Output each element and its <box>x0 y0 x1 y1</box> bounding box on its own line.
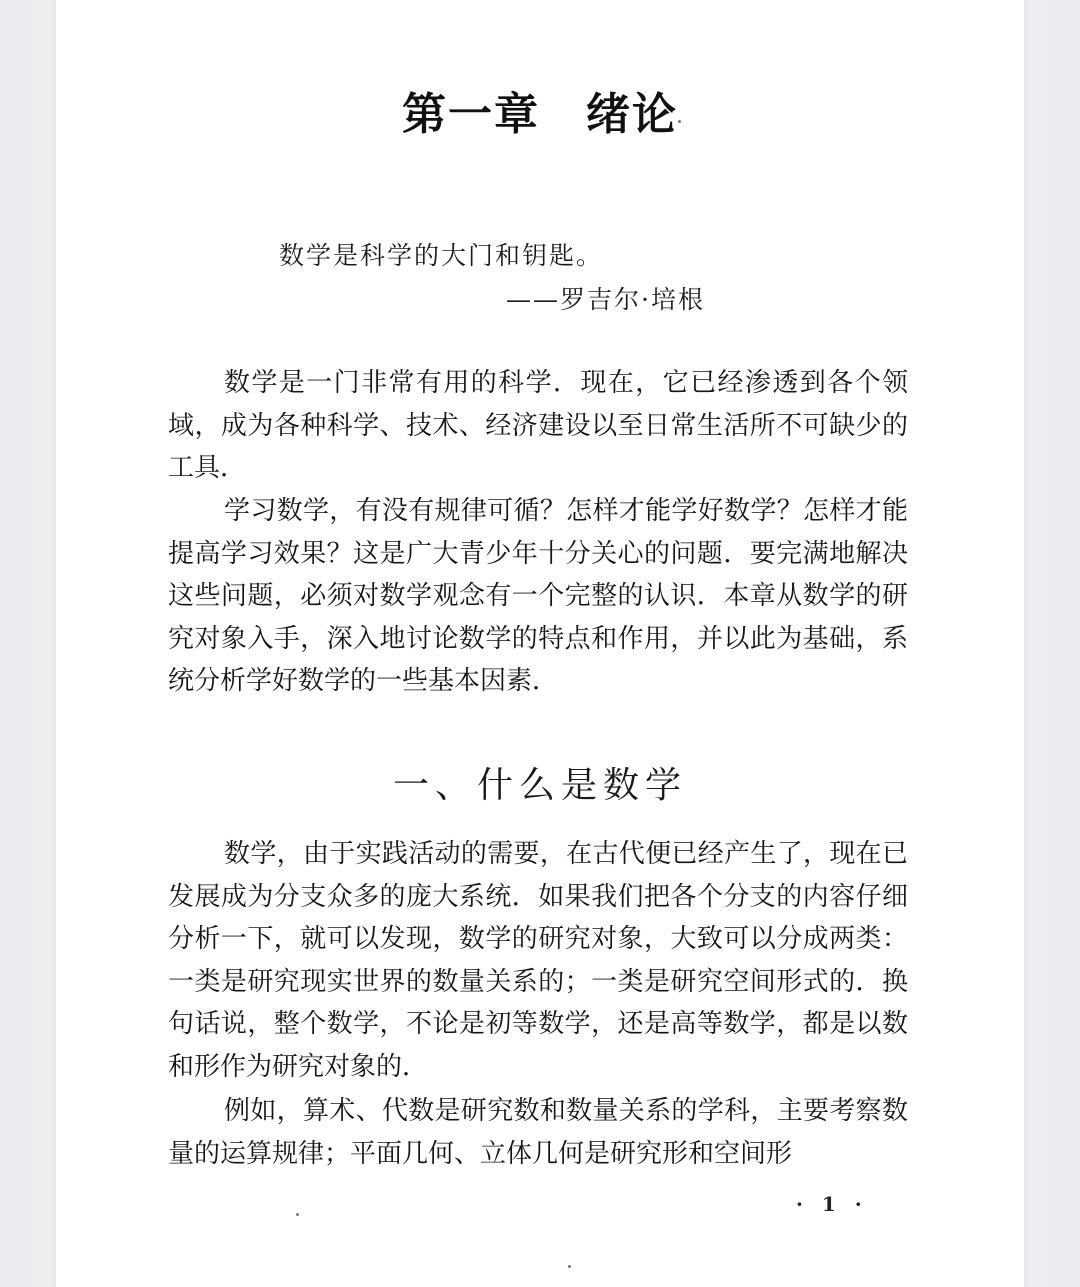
document-page <box>56 0 1024 1287</box>
chapter-title: 第一章 绪论 <box>402 89 678 140</box>
scan-speck <box>678 120 681 123</box>
section-paragraph-2: 例如，算术、代数是研究数和数量关系的学科，主要考察数量的运算规律；平面几何、立体几何是研究形和空间形 <box>168 1096 908 1169</box>
epigraph-quote: 数学是科学的大门和钥匙。 <box>279 241 604 270</box>
intro-paragraph-1: 数学是一门非常有用的科学．现在，它已经渗透到各个领域，成为各种科学、技术、经济建设以至日常生活所不可缺少的工具． <box>168 368 908 483</box>
section-paragraph-1: 数学，由于实践活动的需要，在古代便已经产生了，现在已发展成为分支众多的庞大系统．如果我们把各个分支的内容仔细分析一下，就可以发现，数学的研究对象，大致可以分成两类：一类是研究现实世界的数量关系的；一类是研究空间形式的．换句话说，整个数学，不论是初等数学，还是高等数学，都是以数和形作为研究对象的． <box>168 839 908 1082</box>
epigraph-attribution: ——罗吉尔·培根 <box>506 285 705 314</box>
intro-paragraph-2: 学习数学，有没有规律可循？怎样才能学好数学？怎样才能提高学习效果？这是广大青少年十分关心的问题．要完满地解决这些问题，必须对数学观念有一个完整的认识．本章从数学的研究对象入手，深入地讨论数学的特点和作用，并以此为基础，系统分析学好数学的一些基本因素． <box>168 496 908 696</box>
page-number: · 1 · <box>796 1192 868 1216</box>
scan-speck <box>568 1265 571 1268</box>
scan-speck <box>296 1213 299 1216</box>
section-title: 一、什么是数学 <box>392 765 687 806</box>
